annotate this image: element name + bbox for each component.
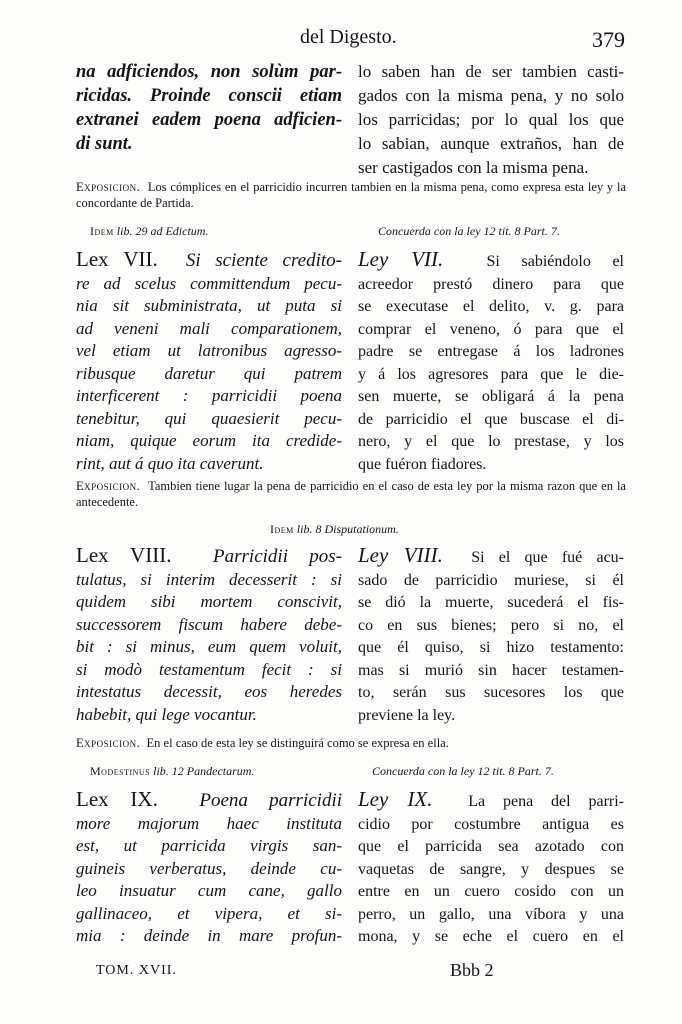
text-line: mona, y se eche el cuero en el <box>358 928 624 945</box>
text-line: sen muerte, se obligará á la pena <box>358 388 624 405</box>
ley-9-spanish <box>358 788 624 949</box>
text-line: lo saben han de ser tambien casti- <box>358 62 624 81</box>
running-title: del Digesto. <box>300 26 397 48</box>
text-line: extranei eadem poena adficien- <box>76 110 342 130</box>
text-line: sado de parricidio muriese, si él <box>358 571 624 589</box>
text-line: se dió la muerte, sucederá el fis- <box>358 594 624 611</box>
law-heading: Lex VIII. <box>76 543 172 567</box>
text-line: intestatus decessit, eos heredes <box>76 682 342 701</box>
text-line: Lex VII. Si sciente credito- <box>76 247 342 271</box>
text-line: vel etiam ut latronibus agresso- <box>76 341 342 360</box>
text-line: previene la ley. <box>358 706 456 724</box>
text-line: mas si murió sin hacer testamen- <box>358 661 624 679</box>
text-line: niam, quique eorum ita credide- <box>76 431 342 450</box>
text-line: mia : deinde in mare profun- <box>76 926 342 945</box>
text-line: tulatus, si interim decesserit : si <box>76 569 342 589</box>
source-citation-latin: Modestinus lib. 12 Pandectarum. <box>90 764 255 778</box>
exposition-label: Exposicion. <box>76 180 141 194</box>
text-line: cidio por costumbre antigua es <box>358 815 624 833</box>
text-line: successorem fiscum habere debe- <box>76 614 342 634</box>
text-line: habebit, qui lege vocantur. <box>76 704 257 724</box>
text-line: ricidas. Proinde conscii etiam <box>76 86 342 106</box>
law-heading: Lex IX. <box>76 787 158 811</box>
text-line: comprar el veneno, ó para que el <box>358 320 624 338</box>
source-citation: Idem lib. 8 Disputationum. <box>270 522 399 536</box>
page-number: 379 <box>592 27 625 52</box>
text-line: di sunt. <box>76 134 133 154</box>
signature-mark: Bbb 2 <box>450 960 494 980</box>
text-line: que el parricida sea azotado con <box>358 838 624 855</box>
text-line: rint, aut á quo ita caverunt. <box>76 453 264 473</box>
text-line: est, ut parricida virgis san- <box>76 836 342 855</box>
text-line: re ad scelus committendum pecu- <box>76 273 342 293</box>
text-line: na adficiendos, non solùm par- <box>76 62 342 82</box>
text-line: que él quiso, si hizo testamento: <box>358 639 624 656</box>
text-line: de parricidio el que buscase el di- <box>358 410 624 428</box>
text-line: Ley VII. Si sabiéndolo el <box>358 247 624 271</box>
lex-7-latin <box>76 248 342 475</box>
text-line: perro, un gallo, una víbora y una <box>358 905 624 923</box>
law-heading: Ley IX. <box>358 787 433 811</box>
exposition-note <box>76 735 626 751</box>
text-line: acreedor prestó dinero para que <box>358 275 624 293</box>
text-line: gados con la misma pena, y no solo <box>358 86 624 105</box>
text-line: to, serán sus sucesores los que <box>358 684 624 701</box>
exposition-text: Tambien tiene lugar la pena de parricidio en el caso de esta ley por la misma razon que en la antecedente. <box>76 479 626 509</box>
text-line: co en sus bienes; pero si no, el <box>358 616 624 634</box>
text-line: se executase el delito, v. g. para <box>358 298 624 315</box>
volume-marker: TOM. XVII. <box>96 963 177 978</box>
latin-continuation <box>76 60 342 156</box>
text-line: leo insuatur cum cane, gallo <box>76 881 342 900</box>
text-line: guineis verberatus, deinde cu- <box>76 858 342 878</box>
text-line: los parricidas; por lo qual los que <box>358 110 624 129</box>
text-line: padre se entregase á los ladrones <box>358 343 624 360</box>
text-line: vaquetas de sangre, y despues se <box>358 860 624 878</box>
text-line: gallinaceo, et vipera, et si- <box>76 903 342 923</box>
lex-9-latin <box>76 788 342 948</box>
text-line: more majorum haec instituta <box>76 813 342 833</box>
lex-8-latin <box>76 544 342 726</box>
text-line: ad veneni mali comparationem, <box>76 318 342 338</box>
text-line: y á los agresores para que le die- <box>358 365 624 383</box>
text-line: lo sabian, aunque extraños, han de <box>358 134 624 153</box>
text-line: ribusque daretur qui patrem <box>76 363 342 383</box>
ley-7-spanish <box>358 248 624 476</box>
ley-8-spanish <box>358 544 624 727</box>
exposition-label: Exposicion. <box>76 479 141 493</box>
text-line: tenebitur, qui quaesierit pecu- <box>76 408 342 428</box>
text-line: ser castigados con la misma pena. <box>358 158 589 177</box>
text-line: si modò testamentum fecit : si <box>76 659 342 679</box>
text-line: Lex IX. Poena parricidii <box>76 787 342 811</box>
exposition-text: Los cómplices en el parricidio incurren tambien en la misma pena, como expresa esta ley y la concordante de Partida. <box>76 180 626 210</box>
text-line: Ley IX. La pena del parri- <box>358 787 625 811</box>
source-citation-spanish: Concuerda con la ley 12 tit. 8 Part. 7. <box>372 764 554 778</box>
text-line: Ley VIII. Si el que fué acu- <box>358 543 625 567</box>
spanish-continuation <box>358 60 624 180</box>
exposition-note <box>76 179 626 211</box>
law-heading: Ley VII. <box>358 247 444 271</box>
text-line: quidem sibi mortem conscivit, <box>76 592 342 611</box>
text-line: bit : si minus, eum quem voluit, <box>76 637 342 656</box>
exposition-note <box>76 478 626 510</box>
text-line: Lex VIII. Parricidii pos- <box>76 543 342 567</box>
source-citation-latin: Idem lib. 29 ad Edictum. <box>90 224 209 238</box>
text-line: interficerent : parricidii poena <box>76 386 342 405</box>
exposition-label: Exposicion. <box>76 736 141 750</box>
text-line: nero, y el que lo prestase, y los <box>358 433 624 450</box>
source-citation-spanish: Concuerda con la ley 12 tit. 8 Part. 7. <box>378 224 560 238</box>
exposition-text: En el caso de esta ley se distinguirá como se expresa en ella. <box>146 736 449 750</box>
law-heading: Ley VIII. <box>358 543 443 567</box>
text-line: nia sit subministrata, ut puta si <box>76 296 342 315</box>
text-line: que fuéron fiadores. <box>358 455 487 473</box>
text-line: entre en un cuero cosido con un <box>358 883 624 900</box>
law-heading: Lex VII. <box>76 247 158 271</box>
